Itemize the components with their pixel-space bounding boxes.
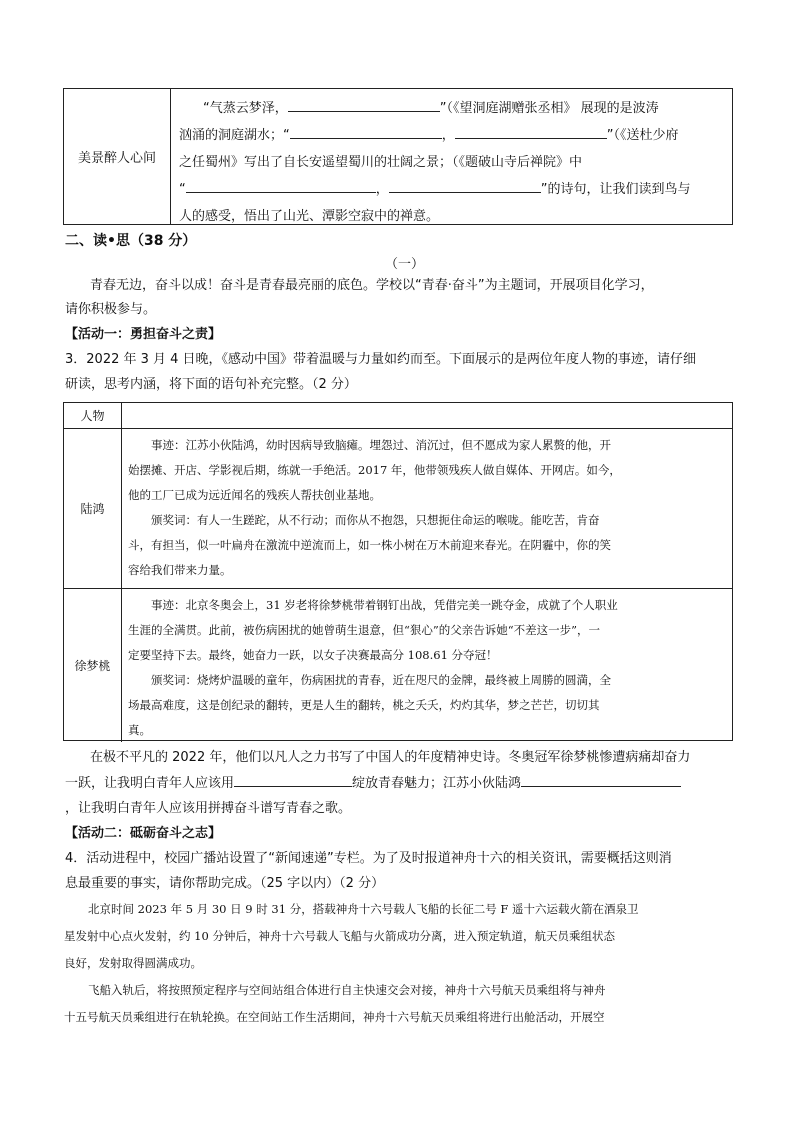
table-row bbox=[64, 589, 732, 742]
activity-heading: 【活动二：砥砺奋斗之志】 bbox=[65, 826, 222, 841]
poem-row-label: 美景醉人心间 bbox=[64, 89, 171, 224]
answer-blank[interactable] bbox=[186, 178, 376, 193]
poem-content bbox=[179, 95, 727, 230]
question-line: 3．2022 年 3 月 4 日晚，《感动中国》带着温暖与力量如约而至。下面展示的是两位年度人物的事迹，请仔细 bbox=[65, 352, 697, 367]
question-line: 研读，思考内涵，将下面的语句补充完整。（2 分） bbox=[65, 377, 357, 392]
poem-line: 之任蜀州》写出了自长安遥望蜀川的壮阔之景；（《题破山寺后禅院》中 bbox=[179, 155, 583, 170]
poem-line: 人的感受，悟出了山光、潭影空寂中的禅意。 bbox=[179, 209, 440, 224]
section-title: 二、读•思（38 分） bbox=[65, 233, 197, 249]
news-paragraph: 北京时间 2023 年 5 月 30 日 9 时 31 分，搭载神舟十六号载人飞船的长征二号 F 遥十六运载火箭在酒泉卫 星发射中心点火发射，约 10 分钟后，神舟十六号载人飞船与火箭成功分离，进入预定轨道，航天员乘组状态 良好，发射取得圆满成功。 飞船入轨后，将按照预定程序与空间站组合体进行自主快速交会对接，神舟十六号航天员乘组将与神舟 十五号航天员乘组进行在轨轮换。在空间站工作生活期间，神舟十六号航天员乘组将进行出舱活动，开展空 bbox=[64, 902, 639, 1024]
poem-line: 汹涌的洞庭湖水；“ ， ”（《送杜少府 bbox=[179, 122, 727, 149]
table-row bbox=[64, 429, 732, 589]
people-table bbox=[63, 402, 733, 741]
fill-line: 一跃，让我明白青年人应该用 绽放青春魅力；江苏小伙陆鸿 bbox=[65, 772, 681, 796]
answer-blank[interactable] bbox=[389, 178, 541, 193]
section-subtitle: （一） bbox=[385, 257, 425, 272]
intro-line: 请你积极参与。 bbox=[65, 302, 157, 317]
poem-line: “ ， ”的诗句，让我们读到鸟与 bbox=[179, 176, 727, 203]
answer-blank[interactable] bbox=[288, 97, 440, 112]
activity-heading: 【活动一：勇担奋斗之责】 bbox=[65, 327, 222, 342]
table-header-cell: 人物 bbox=[64, 403, 122, 428]
fill-line: ，让我明白青年人应该用拼搏奋斗谱写青春之歌。 bbox=[65, 801, 352, 816]
table-header-row bbox=[64, 403, 732, 429]
intro-line: 青春无边，奋斗以成！奋斗是青春最亮丽的底色。学校以“青春·奋斗”为主题词，开展项目化学习， bbox=[90, 278, 654, 293]
poem-table bbox=[63, 88, 733, 225]
person-details: 事迹：北京冬奥会上，31 岁老将徐梦桃带着钢钉出战，凭借完美一跳夺金，成就了个人职业 生涯的全满贯。此前，被伤病困扰的她曾萌生退意，但“狠心”的父亲告诉她“不差这一步”，一 定要坚持下去。最终，她奋力一跃，以女子决赛最高分 108.61 分夺冠！ 颁奖词：烧烤炉温暖的童年，伤病困扰的青春，近在咫尺的金牌，最终被上周勝的圆満，全 场最高难度，这是创纪录的翻转，更是人生的翻转，桃之夭夭，灼灼其华，梦之芒芒，切切其 真。 bbox=[128, 598, 618, 737]
person-details: 事迹：江苏小伙陆鸿，幼时因病导致脑瘫。埋怨过、消沉过，但不愿成为家人累赘的他，开 始摆摊、开店、学影视后期，练就一手绝活。2017 年，他带领残疾人做自媒体、开网店。如今， 他的工厂已成为远近闻名的残疾人帮扶创业基地。 颁奖词：有人一生蹉跎，从不行动；而你从不抱怨，只想扼住命运的喉咙。能吃苦，肯奋 斗，有担当，似一叶扁舟在激流中逆流而上，如一株小树在万木前迎来春光。在阴霾中，你的笑 容给我们带来力量。 bbox=[128, 438, 621, 577]
person-name: 徐梦桃 bbox=[64, 589, 122, 742]
question-line: 4．活动进程中，校园广播站设置了“新闻速递”专栏。为了及时报道神舟十六的相关资讯，需要概括这则消 bbox=[65, 851, 672, 866]
fill-line: 在极不平凡的 2022 年，他们以凡人之力书写了中国人的年度精神史诗。冬奥冠军徐梦桃惨遭病痛却奋力 bbox=[90, 750, 691, 765]
answer-blank[interactable] bbox=[234, 772, 352, 787]
answer-blank[interactable] bbox=[290, 124, 442, 139]
person-name: 陆鸿 bbox=[64, 429, 122, 588]
answer-blank[interactable] bbox=[521, 772, 681, 787]
question-line: 息最重要的事实，请你帮助完成。（25 字以内）（2 分） bbox=[65, 876, 385, 891]
poem-line: “气蒸云梦泽， ”（《望洞庭湖赠张丞相》 展现的是波涛 bbox=[179, 95, 727, 122]
answer-blank[interactable] bbox=[455, 124, 607, 139]
